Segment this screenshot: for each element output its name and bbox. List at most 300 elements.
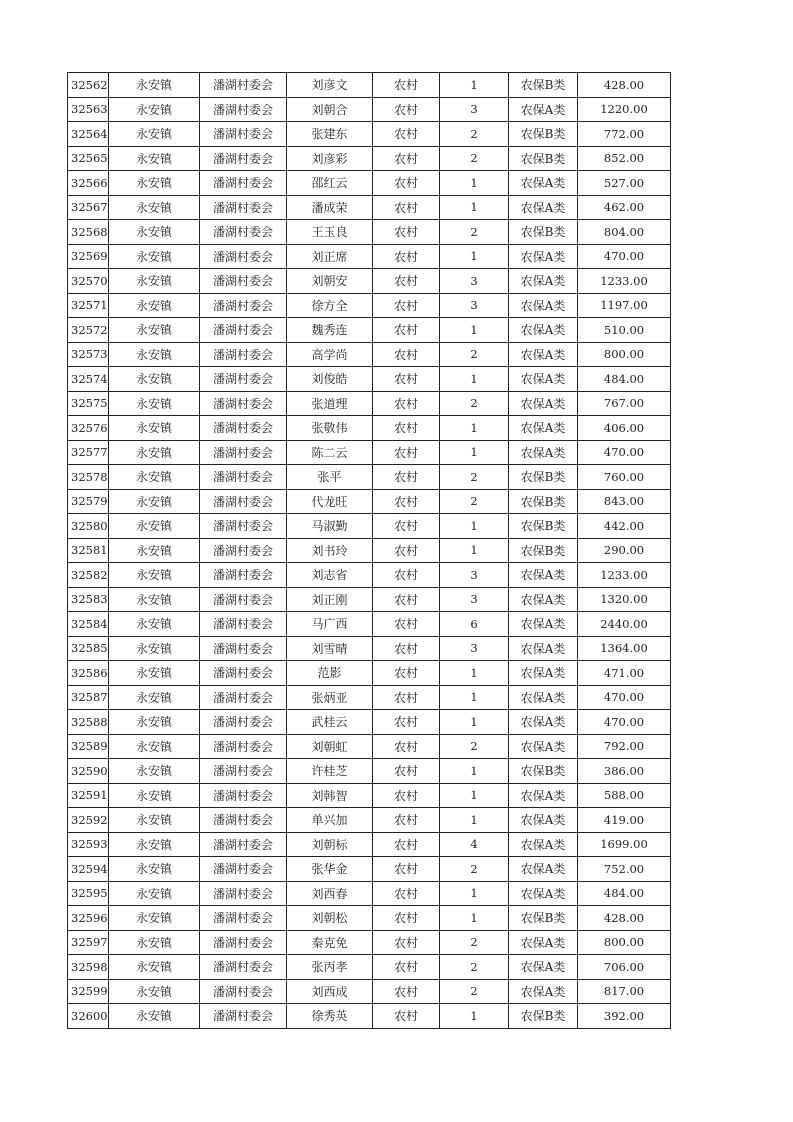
- village-cell: 潘湖村委会: [200, 440, 287, 465]
- seq-cell: 32583: [68, 587, 109, 612]
- category-cell: 农保A类: [509, 612, 578, 637]
- seq-cell: 32589: [68, 734, 109, 759]
- seq-cell: 32598: [68, 955, 109, 980]
- table-row: [68, 587, 671, 612]
- amount-cell: 290.00: [578, 538, 671, 563]
- town-cell: 永安镇: [109, 661, 200, 686]
- amount-cell: 470.00: [578, 440, 671, 465]
- seq-cell: 32571: [68, 293, 109, 318]
- village-cell: 潘湖村委会: [200, 808, 287, 833]
- household-type-cell: 农村: [373, 318, 440, 343]
- member-count-cell: 1: [440, 440, 509, 465]
- category-cell: 农保A类: [509, 391, 578, 416]
- category-cell: 农保B类: [509, 73, 578, 98]
- seq-cell: 32596: [68, 906, 109, 931]
- amount-cell: 1364.00: [578, 636, 671, 661]
- table-row: [68, 122, 671, 147]
- village-cell: 潘湖村委会: [200, 97, 287, 122]
- town-cell: 永安镇: [109, 685, 200, 710]
- member-count-cell: 1: [440, 73, 509, 98]
- amount-cell: 800.00: [578, 342, 671, 367]
- village-cell: 潘湖村委会: [200, 318, 287, 343]
- category-cell: 农保A类: [509, 563, 578, 588]
- seq-cell: 32594: [68, 857, 109, 882]
- household-type-cell: 农村: [373, 857, 440, 882]
- table-row: [68, 416, 671, 441]
- amount-cell: 470.00: [578, 244, 671, 269]
- table-row: [68, 342, 671, 367]
- seq-cell: 32592: [68, 808, 109, 833]
- town-cell: 永安镇: [109, 171, 200, 196]
- town-cell: 永安镇: [109, 783, 200, 808]
- town-cell: 永安镇: [109, 832, 200, 857]
- name-cell: 张敬伟: [287, 416, 373, 441]
- table-row: [68, 514, 671, 539]
- amount-cell: 470.00: [578, 685, 671, 710]
- table-row: [68, 563, 671, 588]
- category-cell: 农保A类: [509, 930, 578, 955]
- amount-cell: 752.00: [578, 857, 671, 882]
- name-cell: 许桂芝: [287, 759, 373, 784]
- village-cell: 潘湖村委会: [200, 930, 287, 955]
- table-row: [68, 440, 671, 465]
- name-cell: 刘俊皓: [287, 367, 373, 392]
- household-type-cell: 农村: [373, 367, 440, 392]
- table-row: [68, 759, 671, 784]
- household-type-cell: 农村: [373, 906, 440, 931]
- village-cell: 潘湖村委会: [200, 759, 287, 784]
- town-cell: 永安镇: [109, 979, 200, 1004]
- seq-cell: 32581: [68, 538, 109, 563]
- name-cell: 王玉良: [287, 220, 373, 245]
- name-cell: 刘朝合: [287, 97, 373, 122]
- name-cell: 刘志省: [287, 563, 373, 588]
- table-row: [68, 391, 671, 416]
- town-cell: 永安镇: [109, 440, 200, 465]
- member-count-cell: 4: [440, 832, 509, 857]
- table-row: [68, 293, 671, 318]
- table-row: [68, 220, 671, 245]
- table-row: [68, 734, 671, 759]
- member-count-cell: 2: [440, 342, 509, 367]
- town-cell: 永安镇: [109, 759, 200, 784]
- member-count-cell: 2: [440, 220, 509, 245]
- amount-cell: 428.00: [578, 906, 671, 931]
- name-cell: 高学尚: [287, 342, 373, 367]
- amount-cell: 817.00: [578, 979, 671, 1004]
- category-cell: 农保A类: [509, 661, 578, 686]
- village-cell: 潘湖村委会: [200, 269, 287, 294]
- category-cell: 农保A类: [509, 97, 578, 122]
- household-type-cell: 农村: [373, 612, 440, 637]
- seq-cell: 32566: [68, 171, 109, 196]
- category-cell: 农保A类: [509, 734, 578, 759]
- category-cell: 农保B类: [509, 1004, 578, 1029]
- town-cell: 永安镇: [109, 930, 200, 955]
- name-cell: 潘成荣: [287, 195, 373, 220]
- name-cell: 武桂云: [287, 710, 373, 735]
- town-cell: 永安镇: [109, 122, 200, 147]
- table-row: [68, 881, 671, 906]
- amount-cell: 1233.00: [578, 269, 671, 294]
- village-cell: 潘湖村委会: [200, 244, 287, 269]
- village-cell: 潘湖村委会: [200, 465, 287, 490]
- category-cell: 农保A类: [509, 318, 578, 343]
- seq-cell: 32580: [68, 514, 109, 539]
- category-cell: 农保A类: [509, 685, 578, 710]
- table-row: [68, 489, 671, 514]
- seq-cell: 32567: [68, 195, 109, 220]
- seq-cell: 32565: [68, 146, 109, 171]
- member-count-cell: 1: [440, 416, 509, 441]
- household-type-cell: 农村: [373, 293, 440, 318]
- amount-cell: 484.00: [578, 881, 671, 906]
- seq-cell: 32574: [68, 367, 109, 392]
- household-type-cell: 农村: [373, 930, 440, 955]
- member-count-cell: 1: [440, 367, 509, 392]
- member-count-cell: 2: [440, 857, 509, 882]
- name-cell: 刘西春: [287, 881, 373, 906]
- household-type-cell: 农村: [373, 73, 440, 98]
- household-type-cell: 农村: [373, 514, 440, 539]
- household-type-cell: 农村: [373, 220, 440, 245]
- town-cell: 永安镇: [109, 612, 200, 637]
- amount-cell: 804.00: [578, 220, 671, 245]
- member-count-cell: 3: [440, 563, 509, 588]
- table-row: [68, 146, 671, 171]
- member-count-cell: 1: [440, 538, 509, 563]
- category-cell: 农保B类: [509, 146, 578, 171]
- name-cell: 刘朝标: [287, 832, 373, 857]
- household-type-cell: 农村: [373, 97, 440, 122]
- household-type-cell: 农村: [373, 955, 440, 980]
- amount-cell: 462.00: [578, 195, 671, 220]
- table-row: [68, 1004, 671, 1029]
- member-count-cell: 1: [440, 661, 509, 686]
- amount-cell: 527.00: [578, 171, 671, 196]
- household-type-cell: 农村: [373, 195, 440, 220]
- town-cell: 永安镇: [109, 636, 200, 661]
- seq-cell: 32564: [68, 122, 109, 147]
- amount-cell: 706.00: [578, 955, 671, 980]
- seq-cell: 32579: [68, 489, 109, 514]
- seq-cell: 32588: [68, 710, 109, 735]
- table-row: [68, 857, 671, 882]
- seq-cell: 32578: [68, 465, 109, 490]
- member-count-cell: 1: [440, 171, 509, 196]
- town-cell: 永安镇: [109, 734, 200, 759]
- amount-cell: 484.00: [578, 367, 671, 392]
- village-cell: 潘湖村委会: [200, 734, 287, 759]
- town-cell: 永安镇: [109, 391, 200, 416]
- member-count-cell: 1: [440, 808, 509, 833]
- table-row: [68, 465, 671, 490]
- household-type-cell: 农村: [373, 685, 440, 710]
- member-count-cell: 1: [440, 244, 509, 269]
- table-row: [68, 906, 671, 931]
- name-cell: 张炳亚: [287, 685, 373, 710]
- seq-cell: 32572: [68, 318, 109, 343]
- village-cell: 潘湖村委会: [200, 146, 287, 171]
- name-cell: 代龙旺: [287, 489, 373, 514]
- table-row: [68, 710, 671, 735]
- household-type-cell: 农村: [373, 661, 440, 686]
- name-cell: 马广西: [287, 612, 373, 637]
- name-cell: 范影: [287, 661, 373, 686]
- name-cell: 张建东: [287, 122, 373, 147]
- category-cell: 农保B类: [509, 759, 578, 784]
- category-cell: 农保A类: [509, 979, 578, 1004]
- category-cell: 农保B类: [509, 465, 578, 490]
- name-cell: 张丙孝: [287, 955, 373, 980]
- category-cell: 农保A类: [509, 710, 578, 735]
- name-cell: 刘正刚: [287, 587, 373, 612]
- seq-cell: 32597: [68, 930, 109, 955]
- member-count-cell: 3: [440, 636, 509, 661]
- amount-cell: 406.00: [578, 416, 671, 441]
- name-cell: 魏秀连: [287, 318, 373, 343]
- village-cell: 潘湖村委会: [200, 538, 287, 563]
- village-cell: 潘湖村委会: [200, 293, 287, 318]
- household-type-cell: 农村: [373, 538, 440, 563]
- category-cell: 农保A类: [509, 783, 578, 808]
- name-cell: 张华金: [287, 857, 373, 882]
- village-cell: 潘湖村委会: [200, 955, 287, 980]
- household-type-cell: 农村: [373, 440, 440, 465]
- table-row: [68, 661, 671, 686]
- member-count-cell: 1: [440, 906, 509, 931]
- category-cell: 农保A类: [509, 195, 578, 220]
- category-cell: 农保A类: [509, 881, 578, 906]
- name-cell: 徐方全: [287, 293, 373, 318]
- amount-cell: 760.00: [578, 465, 671, 490]
- household-type-cell: 农村: [373, 563, 440, 588]
- village-cell: 潘湖村委会: [200, 122, 287, 147]
- amount-cell: 471.00: [578, 661, 671, 686]
- table-row: [68, 269, 671, 294]
- household-type-cell: 农村: [373, 244, 440, 269]
- amount-cell: 386.00: [578, 759, 671, 784]
- table-row: [68, 367, 671, 392]
- member-count-cell: 1: [440, 318, 509, 343]
- member-count-cell: 2: [440, 465, 509, 490]
- household-type-cell: 农村: [373, 1004, 440, 1029]
- member-count-cell: 1: [440, 881, 509, 906]
- town-cell: 永安镇: [109, 269, 200, 294]
- member-count-cell: 3: [440, 269, 509, 294]
- amount-cell: 1320.00: [578, 587, 671, 612]
- amount-cell: 470.00: [578, 710, 671, 735]
- household-type-cell: 农村: [373, 416, 440, 441]
- category-cell: 农保B类: [509, 514, 578, 539]
- seq-cell: 32576: [68, 416, 109, 441]
- town-cell: 永安镇: [109, 881, 200, 906]
- category-cell: 农保A类: [509, 857, 578, 882]
- member-count-cell: 6: [440, 612, 509, 637]
- seq-cell: 32599: [68, 979, 109, 1004]
- category-cell: 农保B类: [509, 489, 578, 514]
- name-cell: 张平: [287, 465, 373, 490]
- amount-cell: 800.00: [578, 930, 671, 955]
- town-cell: 永安镇: [109, 1004, 200, 1029]
- seq-cell: 32595: [68, 881, 109, 906]
- village-cell: 潘湖村委会: [200, 342, 287, 367]
- household-type-cell: 农村: [373, 587, 440, 612]
- village-cell: 潘湖村委会: [200, 685, 287, 710]
- amount-cell: 588.00: [578, 783, 671, 808]
- table-row: [68, 244, 671, 269]
- town-cell: 永安镇: [109, 514, 200, 539]
- household-type-cell: 农村: [373, 881, 440, 906]
- table-row: [68, 930, 671, 955]
- village-cell: 潘湖村委会: [200, 661, 287, 686]
- table-row: [68, 612, 671, 637]
- category-cell: 农保A类: [509, 416, 578, 441]
- name-cell: 刘朝松: [287, 906, 373, 931]
- table-row: [68, 171, 671, 196]
- name-cell: 秦克免: [287, 930, 373, 955]
- category-cell: 农保A类: [509, 293, 578, 318]
- amount-cell: 419.00: [578, 808, 671, 833]
- amount-cell: 392.00: [578, 1004, 671, 1029]
- village-cell: 潘湖村委会: [200, 195, 287, 220]
- category-cell: 农保A类: [509, 587, 578, 612]
- town-cell: 永安镇: [109, 367, 200, 392]
- seq-cell: 32582: [68, 563, 109, 588]
- village-cell: 潘湖村委会: [200, 1004, 287, 1029]
- seq-cell: 32585: [68, 636, 109, 661]
- amount-cell: 772.00: [578, 122, 671, 147]
- town-cell: 永安镇: [109, 587, 200, 612]
- name-cell: 刘西成: [287, 979, 373, 1004]
- village-cell: 潘湖村委会: [200, 857, 287, 882]
- seq-cell: 32575: [68, 391, 109, 416]
- table-row: [68, 636, 671, 661]
- name-cell: 刘书玲: [287, 538, 373, 563]
- village-cell: 潘湖村委会: [200, 636, 287, 661]
- category-cell: 农保A类: [509, 636, 578, 661]
- household-type-cell: 农村: [373, 636, 440, 661]
- name-cell: 刘正席: [287, 244, 373, 269]
- member-count-cell: 3: [440, 97, 509, 122]
- village-cell: 潘湖村委会: [200, 416, 287, 441]
- household-type-cell: 农村: [373, 171, 440, 196]
- seq-cell: 32562: [68, 73, 109, 98]
- household-type-cell: 农村: [373, 465, 440, 490]
- town-cell: 永安镇: [109, 220, 200, 245]
- name-cell: 刘雪晴: [287, 636, 373, 661]
- member-count-cell: 2: [440, 955, 509, 980]
- village-cell: 潘湖村委会: [200, 710, 287, 735]
- member-count-cell: 1: [440, 710, 509, 735]
- town-cell: 永安镇: [109, 342, 200, 367]
- town-cell: 永安镇: [109, 563, 200, 588]
- seq-cell: 32593: [68, 832, 109, 857]
- category-cell: 农保A类: [509, 955, 578, 980]
- name-cell: 刘彦彩: [287, 146, 373, 171]
- table-row: [68, 685, 671, 710]
- table-row: [68, 195, 671, 220]
- member-count-cell: 2: [440, 930, 509, 955]
- amount-cell: 792.00: [578, 734, 671, 759]
- category-cell: 农保A类: [509, 367, 578, 392]
- town-cell: 永安镇: [109, 906, 200, 931]
- household-type-cell: 农村: [373, 734, 440, 759]
- name-cell: 张道理: [287, 391, 373, 416]
- town-cell: 永安镇: [109, 857, 200, 882]
- seq-cell: 32563: [68, 97, 109, 122]
- category-cell: 农保B类: [509, 906, 578, 931]
- town-cell: 永安镇: [109, 538, 200, 563]
- category-cell: 农保A类: [509, 342, 578, 367]
- category-cell: 农保A类: [509, 440, 578, 465]
- seq-cell: 32568: [68, 220, 109, 245]
- member-count-cell: 1: [440, 759, 509, 784]
- village-cell: 潘湖村委会: [200, 220, 287, 245]
- name-cell: 马淑勤: [287, 514, 373, 539]
- village-cell: 潘湖村委会: [200, 171, 287, 196]
- name-cell: 刘朝虹: [287, 734, 373, 759]
- village-cell: 潘湖村委会: [200, 514, 287, 539]
- seq-cell: 32600: [68, 1004, 109, 1029]
- village-cell: 潘湖村委会: [200, 881, 287, 906]
- benefit-table: [67, 72, 671, 1029]
- table-row: [68, 538, 671, 563]
- name-cell: 陈二云: [287, 440, 373, 465]
- member-count-cell: 1: [440, 1004, 509, 1029]
- amount-cell: 852.00: [578, 146, 671, 171]
- category-cell: 农保A类: [509, 244, 578, 269]
- category-cell: 农保A类: [509, 171, 578, 196]
- amount-cell: 2440.00: [578, 612, 671, 637]
- table-row: [68, 73, 671, 98]
- amount-cell: 1699.00: [578, 832, 671, 857]
- village-cell: 潘湖村委会: [200, 489, 287, 514]
- household-type-cell: 农村: [373, 759, 440, 784]
- category-cell: 农保A类: [509, 832, 578, 857]
- village-cell: 潘湖村委会: [200, 587, 287, 612]
- name-cell: 刘朝安: [287, 269, 373, 294]
- amount-cell: 1233.00: [578, 563, 671, 588]
- village-cell: 潘湖村委会: [200, 563, 287, 588]
- town-cell: 永安镇: [109, 955, 200, 980]
- amount-cell: 767.00: [578, 391, 671, 416]
- village-cell: 潘湖村委会: [200, 391, 287, 416]
- village-cell: 潘湖村委会: [200, 979, 287, 1004]
- member-count-cell: 2: [440, 979, 509, 1004]
- seq-cell: 32577: [68, 440, 109, 465]
- member-count-cell: 1: [440, 783, 509, 808]
- seq-cell: 32591: [68, 783, 109, 808]
- household-type-cell: 农村: [373, 489, 440, 514]
- household-type-cell: 农村: [373, 808, 440, 833]
- member-count-cell: 2: [440, 489, 509, 514]
- household-type-cell: 农村: [373, 979, 440, 1004]
- town-cell: 永安镇: [109, 293, 200, 318]
- seq-cell: 32590: [68, 759, 109, 784]
- table-row: [68, 832, 671, 857]
- table-body: [68, 73, 671, 1029]
- town-cell: 永安镇: [109, 465, 200, 490]
- category-cell: 农保A类: [509, 808, 578, 833]
- town-cell: 永安镇: [109, 97, 200, 122]
- table-row: [68, 808, 671, 833]
- village-cell: 潘湖村委会: [200, 73, 287, 98]
- name-cell: 徐秀英: [287, 1004, 373, 1029]
- category-cell: 农保B类: [509, 220, 578, 245]
- table-row: [68, 97, 671, 122]
- town-cell: 永安镇: [109, 489, 200, 514]
